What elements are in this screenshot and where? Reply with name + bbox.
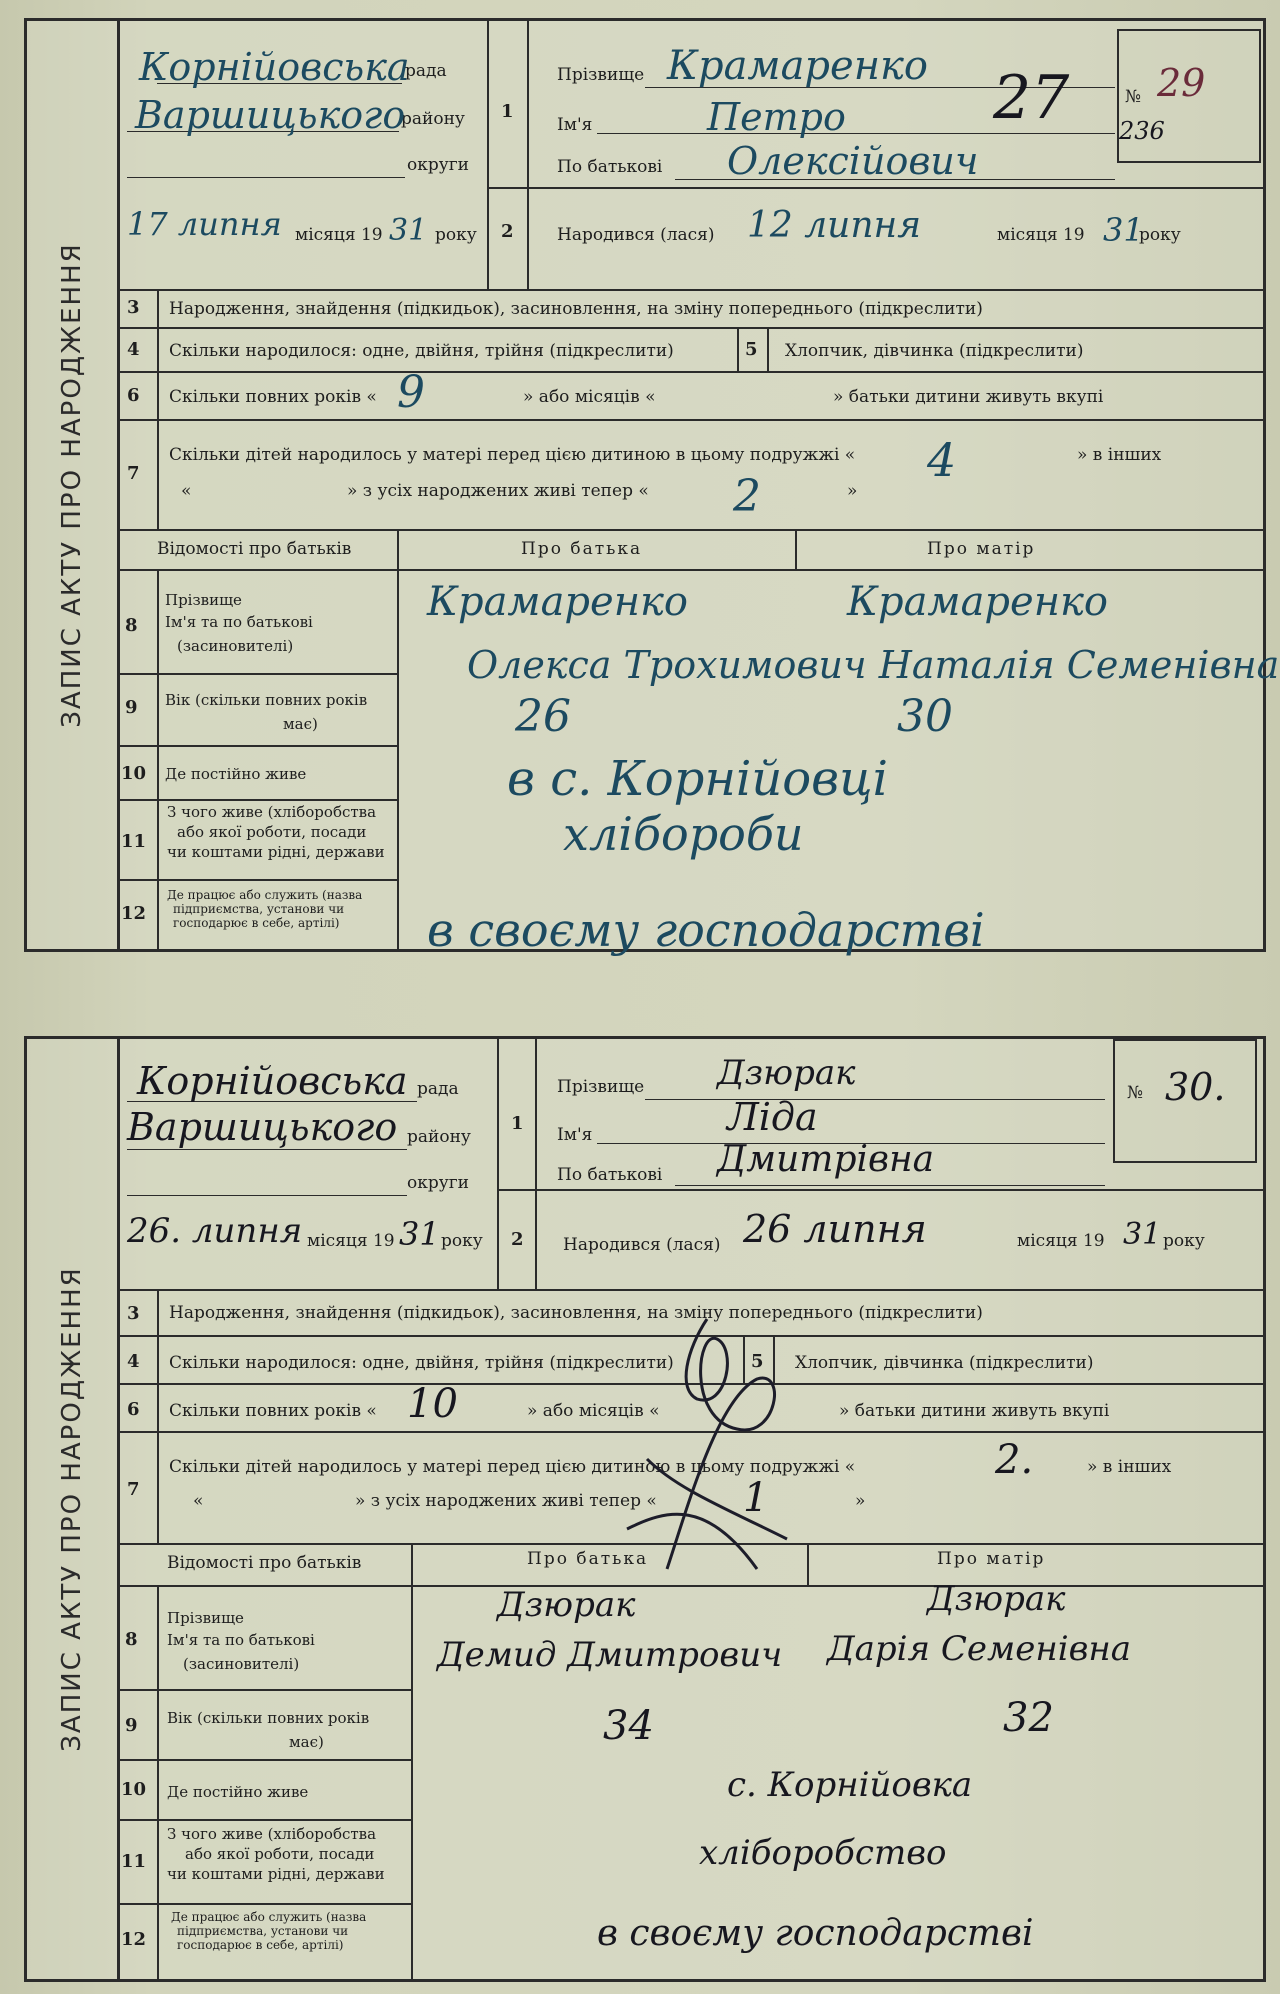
label-rada: рада bbox=[417, 1079, 459, 1099]
children-before-value: 2. bbox=[995, 1437, 1034, 1483]
divider bbox=[117, 371, 1263, 373]
row-number-4: 4 bbox=[127, 1351, 140, 1372]
divider bbox=[117, 1689, 411, 1691]
divider bbox=[157, 289, 159, 529]
row7-label-other: » в інших bbox=[1077, 445, 1162, 465]
divider bbox=[157, 1585, 159, 1979]
occupation-value: хліборобство bbox=[699, 1833, 947, 1873]
row-number-1: 1 bbox=[511, 1113, 524, 1134]
label-number: № bbox=[1127, 1083, 1144, 1103]
row11-label-2: або якої роботи, посади bbox=[185, 1845, 375, 1863]
parents-info-header: Відомості про батьків bbox=[157, 539, 352, 559]
corner-note: 236 bbox=[1119, 117, 1165, 145]
divider bbox=[497, 1039, 499, 1289]
label-surname: Прізвище bbox=[557, 1077, 645, 1097]
row3-label: Народження, знайдення (підкидьок), засиновлення, на зміну попереднього (підкреслити) bbox=[169, 299, 983, 319]
divider bbox=[157, 1289, 159, 1543]
label-month-year: місяця 19 bbox=[307, 1231, 395, 1251]
row-number-2: 2 bbox=[501, 221, 514, 242]
row7-label-other: » в інших bbox=[1087, 1457, 1172, 1477]
father-age-value: 34 bbox=[603, 1703, 654, 1749]
corner-mark: 27 bbox=[993, 63, 1070, 133]
divider bbox=[487, 21, 489, 289]
rada-value: Корнійовська bbox=[137, 1059, 408, 1103]
row-number-10: 10 bbox=[121, 1779, 147, 1800]
label-month-year: місяця 19 bbox=[1017, 1231, 1105, 1251]
row12-label-3: господарює в себе, артілі) bbox=[177, 1938, 344, 1952]
divider bbox=[117, 1759, 411, 1761]
row6-label-months: » або місяців « bbox=[527, 1401, 660, 1421]
label-year: року bbox=[435, 225, 477, 245]
row6-label-months: » або місяців « bbox=[523, 387, 656, 407]
rayon-value: Варшицького bbox=[135, 93, 406, 137]
surname-value: Дзюрак bbox=[717, 1053, 856, 1093]
label-month-year: місяця 19 bbox=[997, 225, 1085, 245]
row12-label-3: господарює в себе, артілі) bbox=[173, 916, 340, 930]
father-column-header: Про батька bbox=[527, 1549, 649, 1569]
registration-day-value: 17 липня bbox=[127, 205, 282, 243]
label-surname: Прізвище bbox=[557, 65, 645, 85]
birth-day-value: 12 липня bbox=[747, 205, 922, 246]
row12-label-1: Де працює або служить (назва bbox=[167, 888, 363, 902]
row7-quote: » bbox=[855, 1491, 866, 1511]
underline bbox=[127, 177, 405, 178]
divider bbox=[535, 1039, 537, 1289]
row6-label-together: » батьки дитини живуть вкупі bbox=[839, 1401, 1110, 1421]
row12-label-2: підприємства, установи чи bbox=[173, 902, 345, 916]
underline bbox=[645, 1099, 1105, 1100]
row8-label-name: Ім'я та по батькові bbox=[165, 613, 313, 631]
row9-label-has: має) bbox=[283, 715, 318, 733]
row12-label-1: Де працює або служить (назва bbox=[171, 1910, 367, 1924]
row-number-8: 8 bbox=[125, 1629, 138, 1650]
father-name-value: Демид Дмитрович bbox=[437, 1635, 783, 1675]
row-number-6: 6 bbox=[127, 385, 140, 406]
children-alive-value: 2 bbox=[733, 471, 761, 522]
name-value: Ліда bbox=[727, 1095, 818, 1139]
row-number-2: 2 bbox=[511, 1229, 524, 1250]
years-together-value: 10 bbox=[407, 1381, 458, 1427]
row10-label-residence: Де постійно живе bbox=[167, 1783, 309, 1801]
divider bbox=[117, 327, 1263, 329]
row-number-8: 8 bbox=[125, 615, 138, 636]
row6-label-years: Скільки повних років « bbox=[169, 387, 377, 407]
row5-label: Хлопчик, дівчинка (підкреслити) bbox=[785, 341, 1084, 361]
label-year: року bbox=[1163, 1231, 1205, 1251]
row-number-10: 10 bbox=[121, 763, 147, 784]
divider bbox=[117, 569, 1263, 571]
children-before-value: 4 bbox=[927, 433, 957, 487]
parents-info-header: Відомості про батьків bbox=[167, 1553, 362, 1573]
mother-column-header: Про матір bbox=[937, 1549, 1046, 1569]
label-name: Ім'я bbox=[557, 115, 593, 135]
label-okrugy: округи bbox=[407, 1173, 469, 1193]
registration-year-value: 31 bbox=[389, 213, 428, 248]
father-column-header: Про батька bbox=[521, 539, 643, 559]
label-year: року bbox=[1139, 225, 1181, 245]
divider bbox=[117, 1903, 411, 1905]
label-rada: рада bbox=[405, 61, 447, 81]
divider bbox=[497, 1189, 1263, 1191]
patronymic-value: Олексійович bbox=[727, 139, 979, 183]
row4-label: Скільки народилося: одне, двійня, трійня (підкреслити) bbox=[169, 341, 674, 361]
rada-value: Корнійовська bbox=[139, 45, 410, 89]
father-age-value: 26 bbox=[515, 691, 571, 742]
label-year: року bbox=[441, 1231, 483, 1251]
workplace-value: в своєму господарстві bbox=[427, 903, 985, 957]
row-number-12: 12 bbox=[121, 903, 147, 924]
divider bbox=[527, 21, 529, 289]
father-surname-value: Дзюрак bbox=[497, 1585, 636, 1625]
row8-label-surname: Прізвище bbox=[165, 591, 242, 609]
row11-label-3: чи коштами рідні, держави bbox=[167, 1865, 385, 1883]
divider bbox=[117, 745, 397, 747]
row-number-3: 3 bbox=[127, 1303, 140, 1324]
row11-label-1: З чого живе (хліборобства bbox=[167, 1825, 377, 1843]
mother-column-header: Про матір bbox=[927, 539, 1036, 559]
label-patronymic: По батькові bbox=[557, 1165, 663, 1185]
row8-label-surname: Прізвище bbox=[167, 1609, 244, 1627]
birth-day-value: 26 липня bbox=[743, 1207, 927, 1251]
divider bbox=[411, 1543, 413, 1979]
underline bbox=[675, 1185, 1105, 1186]
row-number-1: 1 bbox=[501, 101, 514, 122]
divider bbox=[117, 1819, 411, 1821]
divider bbox=[117, 673, 397, 675]
row-number-12: 12 bbox=[121, 1929, 147, 1950]
mother-name-value: Дарія Семенівна bbox=[827, 1629, 1132, 1669]
form-title-strip bbox=[27, 1039, 120, 1979]
row-number-7: 7 bbox=[127, 463, 140, 484]
label-name: Ім'я bbox=[557, 1125, 593, 1145]
divider bbox=[117, 799, 397, 801]
row7-quote: « bbox=[193, 1491, 204, 1511]
divider bbox=[117, 879, 397, 881]
children-alive-value: 1 bbox=[743, 1475, 769, 1521]
row6-label-years: Скільки повних років « bbox=[169, 1401, 377, 1421]
years-together-value: 9 bbox=[397, 367, 425, 418]
form-title: ЗАПИС АКТУ ПРО НАРОДЖЕННЯ bbox=[57, 242, 87, 728]
row10-label-residence: Де постійно живе bbox=[165, 765, 307, 783]
row8-label-adoptive: (засиновителі) bbox=[177, 637, 294, 655]
birth-record-2 bbox=[24, 1036, 1266, 1982]
row7-quote: » bbox=[847, 481, 858, 501]
label-rayonu: району bbox=[407, 1127, 471, 1147]
workplace-value: в своєму господарстві bbox=[597, 1913, 1034, 1954]
handwritten-signature bbox=[587, 1309, 847, 1609]
row-number-5: 5 bbox=[745, 339, 758, 360]
birth-record-1 bbox=[24, 18, 1280, 957]
name-value: Петро bbox=[707, 95, 846, 139]
record-number-value: 29 bbox=[1157, 61, 1206, 105]
form-title: ЗАПИС АКТУ ПРО НАРОДЖЕННЯ bbox=[57, 1266, 87, 1752]
row3-label: Народження, знайдення (підкидьок), засиновлення, на зміну попереднього (підкреслити) bbox=[169, 1303, 983, 1323]
label-born: Народився (лася) bbox=[563, 1235, 721, 1255]
row-number-3: 3 bbox=[127, 297, 140, 318]
row7-label-alive: » з усіх народжених живі тепер « bbox=[355, 1491, 657, 1511]
row-number-9: 9 bbox=[125, 1715, 138, 1736]
divider bbox=[737, 327, 739, 371]
father-surname-value: Крамаренко bbox=[427, 579, 689, 625]
row11-label-3: чи коштами рідні, держави bbox=[167, 843, 385, 861]
row8-label-adoptive: (засиновителі) bbox=[183, 1655, 300, 1673]
divider bbox=[487, 187, 1263, 189]
birth-year-value: 31 bbox=[1103, 211, 1144, 249]
divider bbox=[117, 419, 1263, 421]
label-okrugy: округи bbox=[407, 155, 469, 175]
row-number-6: 6 bbox=[127, 1399, 140, 1420]
row7-label-before: Скільки дітей народилось у матері перед цією дитиною в цьому подружжі « bbox=[169, 445, 856, 465]
row4-label: Скільки народилося: одне, двійня, трійня (підкреслити) bbox=[169, 1353, 674, 1373]
label-rayonu: району bbox=[401, 109, 465, 129]
rayon-value: Варшицького bbox=[127, 1105, 398, 1149]
patronymic-value: Дмитрівна bbox=[717, 1139, 935, 1180]
mother-surname-value: Дзюрак bbox=[927, 1579, 1066, 1619]
row12-label-2: підприємства, установи чи bbox=[177, 1924, 349, 1938]
row-number-11: 11 bbox=[121, 1851, 147, 1872]
row-number-5: 5 bbox=[751, 1351, 764, 1372]
label-born: Народився (лася) bbox=[557, 225, 715, 245]
row9-label-has: має) bbox=[289, 1733, 324, 1751]
mother-age-value: 30 bbox=[897, 691, 953, 742]
form-title-strip bbox=[27, 21, 120, 949]
row5-label: Хлопчик, дівчинка (підкреслити) bbox=[795, 1353, 1094, 1373]
divider bbox=[117, 1289, 1263, 1291]
divider bbox=[767, 327, 769, 371]
divider bbox=[157, 569, 159, 949]
parents-names-value: Олекса Трохимович Наталія Семенівна bbox=[467, 643, 1280, 687]
registration-year-value: 31 bbox=[399, 1215, 440, 1253]
registration-day-value: 26. липня bbox=[127, 1211, 303, 1251]
label-patronymic: По батькові bbox=[557, 157, 663, 177]
row9-label-age: Вік (скільки повних років bbox=[167, 1709, 370, 1727]
underline bbox=[597, 133, 1115, 134]
underline bbox=[127, 1195, 407, 1196]
row-number-4: 4 bbox=[127, 339, 140, 360]
mother-age-value: 32 bbox=[1003, 1695, 1054, 1741]
label-number: № bbox=[1125, 87, 1142, 107]
birth-year-value: 31 bbox=[1123, 1217, 1162, 1252]
occupation-value: хлібороби bbox=[563, 807, 804, 861]
divider bbox=[795, 529, 797, 569]
row6-label-together: » батьки дитини живуть вкупі bbox=[833, 387, 1104, 407]
residence-value: в с. Корнійовці bbox=[507, 751, 888, 807]
divider bbox=[397, 529, 399, 949]
row11-label-1: З чого живе (хліборобства bbox=[167, 803, 377, 821]
divider bbox=[117, 289, 1263, 291]
row7-quote: « bbox=[181, 481, 192, 501]
row7-label-before: Скільки дітей народилось у матері перед цією дитиною в цьому подружжі « bbox=[169, 1457, 856, 1477]
row-number-11: 11 bbox=[121, 831, 147, 852]
row7-label-alive: » з усіх народжених живі тепер « bbox=[347, 481, 649, 501]
divider bbox=[117, 529, 1263, 531]
row8-label-name: Ім'я та по батькові bbox=[167, 1631, 315, 1649]
surname-value: Крамаренко bbox=[667, 43, 929, 89]
row11-label-2: або якої роботи, посади bbox=[177, 823, 367, 841]
mother-surname-value: Крамаренко bbox=[847, 579, 1109, 625]
underline bbox=[127, 1149, 407, 1150]
row9-label-age: Вік (скільки повних років bbox=[165, 691, 368, 709]
record-number-value: 30. bbox=[1165, 1065, 1226, 1109]
row-number-7: 7 bbox=[127, 1479, 140, 1500]
residence-value: с. Корнійовка bbox=[727, 1765, 973, 1805]
row-number-9: 9 bbox=[125, 697, 138, 718]
label-month-year: місяця 19 bbox=[295, 225, 383, 245]
